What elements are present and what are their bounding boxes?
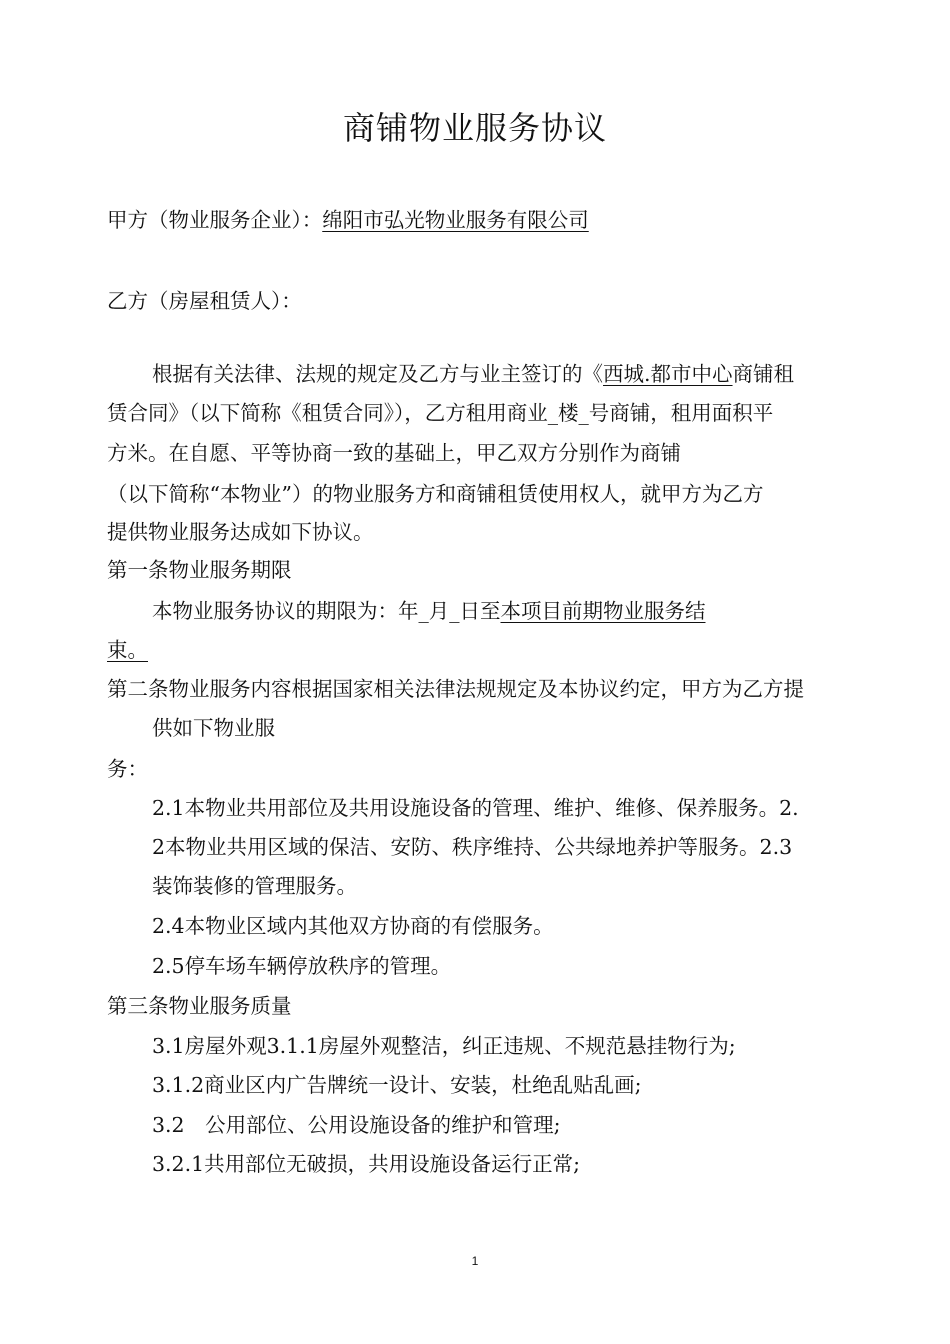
article-1-heading: 第一条物业服务期限: [107, 558, 292, 582]
article-3-heading: 第三条物业服务质量: [107, 994, 292, 1018]
party-b-line: 乙方（房屋租赁人）：: [107, 289, 302, 313]
intro-line-1: [152, 360, 794, 388]
article-1-line-2: 束。: [107, 638, 148, 662]
intro-line-2: 赁合同》（以下简称《租赁合同》），乙方租用商业_楼_号商铺，租用面积平: [107, 401, 774, 425]
article-1-line-1: [152, 597, 706, 625]
article-3-item-3-1-2: 3.1.2商业区内广告牌统一设计、安装，杜绝乱贴乱画;: [152, 1073, 642, 1097]
page-number: 1: [471, 1254, 479, 1268]
project-name: 西城.都市中心: [603, 362, 733, 386]
article-2-item-2-4: 2.4本物业区域内其他双方协商的有偿服务。: [152, 914, 554, 938]
article-1-term-end: 本项目前期物业服务结: [500, 599, 706, 623]
article-2-line-2: 供如下物业服: [152, 716, 275, 740]
article-2-item-2-2: 2本物业共用区域的保洁、安防、秩序维持、公共绿地养护等服务。2.3: [152, 835, 793, 859]
intro-line-5: 提供物业服务达成如下协议。: [107, 520, 374, 544]
intro-text: 根据有关法律、法规的规定及乙方与业主签订的《: [152, 362, 603, 386]
article-2-item-2-3: 装饰装修的管理服务。: [152, 874, 357, 898]
article-1-text: 本物业服务协议的期限为：年_月_日至: [152, 599, 501, 623]
article-2-item-2-5: 2.5停车场车辆停放秩序的管理。: [152, 954, 452, 978]
article-2-line-1: 第二条物业服务内容根据国家相关法律法规规定及本协议约定，甲方为乙方提: [107, 677, 804, 701]
article-3-item-3-2-1: 3.2.1共用部位无破损，共用设施设备运行正常;: [152, 1152, 581, 1176]
article-3-item-3-2: 3.2 公用部位、公用设施设备的维护和管理;: [152, 1113, 561, 1137]
article-3-item-3-1: 3.1房屋外观3.1.1房屋外观整洁，纠正违规、不规范悬挂物行为;: [152, 1034, 736, 1058]
article-2-item-2-1: 2.1本物业共用部位及共用设施设备的管理、维护、维修、保养服务。2.: [152, 796, 799, 820]
intro-line-3: 方米。在自愿、平等协商一致的基础上，甲乙双方分别作为商铺: [107, 441, 681, 465]
party-a-line: [107, 206, 589, 234]
article-2-line-3: 务：: [107, 757, 148, 781]
party-a-label: 甲方（物业服务企业）：: [107, 208, 323, 232]
intro-line-4: （以下简称“本物业”）的物业服务方和商铺租赁使用权人，就甲方为乙方: [107, 482, 764, 506]
party-a-name: 绵阳市弘光物业服务有限公司: [322, 208, 589, 232]
document-title: 商铺物业服务协议: [342, 109, 607, 147]
intro-text: 商铺租: [732, 362, 795, 386]
